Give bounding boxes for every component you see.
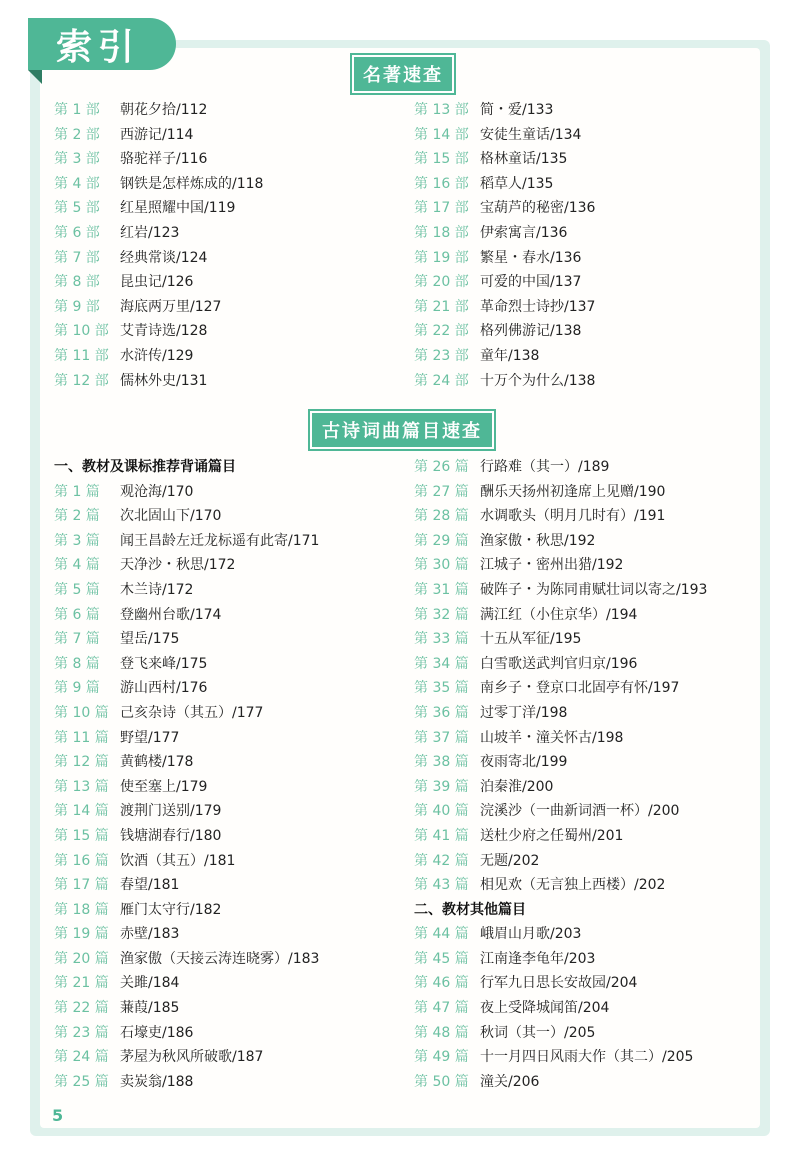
poem-entry	[54, 996, 404, 1021]
entry-number: 第 13 篇	[54, 778, 109, 795]
entry-title: 闻王昌龄左迁龙标遥有此寄/171	[120, 532, 320, 549]
entry-number: 第 23 篇	[54, 1024, 109, 1041]
classic-entry	[54, 147, 384, 172]
classic-entry	[414, 369, 754, 394]
entry-number: 第 16 部	[414, 175, 469, 192]
entry-number: 第 6 部	[54, 224, 100, 241]
entry-number: 第 35 篇	[414, 680, 469, 697]
poem-entry	[54, 627, 404, 652]
entry-title: 破阵子・为陈同甫赋壮词以寄之/193	[480, 581, 708, 598]
index-tab-title: 索引	[28, 18, 176, 70]
entry-number: 第 13 部	[414, 102, 469, 118]
tab-fold-decoration	[28, 70, 42, 84]
entry-title: 送杜少府之任蜀州/201	[480, 827, 624, 844]
classic-entry	[414, 98, 754, 123]
entry-title: 关雎/184	[120, 975, 180, 992]
entry-number: 第 24 篇	[54, 1049, 109, 1066]
poem-entry	[414, 947, 764, 972]
entry-number: 第 2 篇	[54, 508, 100, 525]
entry-number: 第 29 篇	[414, 532, 469, 549]
entry-number: 第 27 篇	[414, 483, 469, 500]
poem-entry	[414, 971, 764, 996]
entry-number: 第 22 篇	[54, 1000, 109, 1017]
classic-entry	[414, 246, 754, 271]
entry-title: 黄鹤楼/178	[120, 754, 194, 771]
poem-entry	[414, 996, 764, 1021]
poem-entry	[54, 676, 404, 701]
section-title-classics: 名著速查	[352, 55, 454, 93]
entry-number: 第 31 篇	[414, 581, 469, 598]
entry-number: 第 20 部	[414, 274, 469, 291]
entry-title: 宝葫芦的秘密/136	[480, 200, 596, 217]
classic-entry	[54, 196, 384, 221]
entry-number: 第 17 部	[414, 200, 469, 217]
entry-title: 野望/177	[120, 729, 180, 746]
poem-entry	[54, 701, 404, 726]
entry-number: 第 7 篇	[54, 631, 100, 648]
entry-number: 第 18 篇	[54, 901, 109, 918]
entry-number: 第 28 篇	[414, 508, 469, 525]
entry-number: 第 3 部	[54, 151, 100, 168]
classic-entry	[414, 270, 754, 295]
entry-number: 第 9 部	[54, 298, 100, 315]
entry-number: 第 8 部	[54, 274, 100, 291]
entry-title: 西游记/114	[120, 126, 194, 143]
poem-entry	[414, 1045, 764, 1070]
entry-number: 第 7 部	[54, 249, 100, 266]
entry-title: 望岳/175	[120, 631, 180, 648]
entry-title: 江城子・密州出猎/192	[480, 557, 624, 574]
entry-number: 第 32 篇	[414, 606, 469, 623]
poem-entry	[54, 578, 404, 603]
entry-title: 夜上受降城闻笛/204	[480, 1000, 610, 1017]
poem-entry	[414, 578, 764, 603]
poem-entry	[414, 873, 764, 898]
entry-number: 第 6 篇	[54, 606, 100, 623]
entry-title: 江南逢李龟年/203	[480, 950, 596, 967]
entry-number: 第 47 篇	[414, 1000, 469, 1017]
entry-title: 使至塞上/179	[120, 778, 208, 795]
entry-number: 第 21 部	[414, 298, 469, 315]
poem-entry	[54, 1045, 404, 1070]
poem-entry	[414, 750, 764, 775]
entry-title: 次北固山下/170	[120, 508, 222, 525]
classic-entry	[414, 344, 754, 369]
entry-title: 夜雨寄北/199	[480, 754, 568, 771]
entry-number: 第 15 篇	[54, 827, 109, 844]
entry-title: 钢铁是怎样炼成的/118	[120, 175, 264, 192]
entry-title: 相见欢（无言独上西楼）/202	[480, 877, 666, 894]
entry-title: 水调歌头（明月几时有）/191	[480, 508, 666, 525]
classic-entry	[414, 319, 754, 344]
entry-title: 饮酒（其五）/181	[120, 852, 236, 869]
poem-entry	[54, 750, 404, 775]
entry-title: 过零丁洋/198	[480, 704, 568, 721]
entry-title: 十万个为什么/138	[480, 372, 596, 389]
classic-entry	[414, 147, 754, 172]
entry-number: 第 4 部	[54, 175, 100, 192]
entry-title: 己亥杂诗（其五）/177	[120, 704, 264, 721]
entry-title: 格列佛游记/138	[480, 323, 582, 340]
subheading-recommended: 一、教材及课标推荐背诵篇目	[54, 459, 236, 475]
poem-entry	[414, 1021, 764, 1046]
entry-number: 第 8 篇	[54, 655, 100, 672]
poem-entry	[54, 898, 404, 923]
classic-entry	[54, 270, 384, 295]
entry-title: 游山西村/176	[120, 680, 208, 697]
entry-number: 第 19 篇	[54, 926, 109, 943]
poem-entry	[54, 553, 404, 578]
poem-entry	[414, 553, 764, 578]
entry-title: 钱塘湖春行/180	[120, 827, 222, 844]
poem-entry	[414, 726, 764, 751]
poem-entry	[414, 529, 764, 554]
entry-number: 第 44 篇	[414, 926, 469, 943]
entry-number: 第 22 部	[414, 323, 469, 340]
entry-number: 第 14 篇	[54, 803, 109, 820]
entry-title: 伊索寓言/136	[480, 224, 568, 241]
entry-number: 第 42 篇	[414, 852, 469, 869]
classic-entry	[54, 369, 384, 394]
entry-number: 第 2 部	[54, 126, 100, 143]
entry-number: 第 36 篇	[414, 704, 469, 721]
entry-title: 赤壁/183	[120, 926, 180, 943]
entry-title: 登幽州台歌/174	[120, 606, 222, 623]
poem-entry	[54, 603, 404, 628]
entry-number: 第 23 部	[414, 347, 469, 364]
entry-title: 天净沙・秋思/172	[120, 557, 236, 574]
classic-entry	[54, 344, 384, 369]
poem-entry	[54, 922, 404, 947]
entry-number: 第 33 篇	[414, 631, 469, 648]
entry-title: 十一月四日风雨大作（其二）/205	[480, 1049, 694, 1066]
entry-title: 红岩/123	[120, 224, 180, 241]
entry-title: 童年/138	[480, 347, 540, 364]
entry-title: 卖炭翁/188	[120, 1073, 194, 1090]
entry-number: 第 18 部	[414, 224, 469, 241]
entry-title: 红星照耀中国/119	[120, 200, 236, 217]
entry-title: 行军九日思长安故园/204	[480, 975, 638, 992]
entry-number: 第 3 篇	[54, 532, 100, 549]
entry-title: 观沧海/170	[120, 483, 194, 500]
entry-number: 第 5 部	[54, 200, 100, 217]
entry-number: 第 48 篇	[414, 1024, 469, 1041]
entry-title: 渔家傲（天接云涛连晓雾）/183	[120, 950, 320, 967]
poem-entry	[54, 652, 404, 677]
entry-number: 第 43 篇	[414, 877, 469, 894]
entry-number: 第 11 部	[54, 347, 109, 364]
entry-title: 无题/202	[480, 852, 540, 869]
entry-number: 第 12 部	[54, 372, 109, 389]
entry-title: 儒林外史/131	[120, 372, 208, 389]
poem-entry	[54, 726, 404, 751]
entry-number: 第 1 部	[54, 102, 100, 118]
classic-entry	[414, 221, 754, 246]
entry-number: 第 9 篇	[54, 680, 100, 697]
entry-title: 艾青诗选/128	[120, 323, 208, 340]
entry-title: 安徒生童话/134	[480, 126, 582, 143]
entry-number: 第 5 篇	[54, 581, 100, 598]
poem-entry	[54, 1021, 404, 1046]
entry-title: 秋词（其一）/205	[480, 1024, 596, 1041]
entry-title: 峨眉山月歌/203	[480, 926, 582, 943]
classic-entry	[414, 295, 754, 320]
entry-title: 木兰诗/172	[120, 581, 194, 598]
poem-entry	[414, 701, 764, 726]
poem-entry	[414, 652, 764, 677]
entry-title: 蒹葭/185	[120, 1000, 180, 1017]
classic-entry	[54, 123, 384, 148]
entry-title: 山坡羊・潼关怀古/198	[480, 729, 624, 746]
entry-number: 第 50 篇	[414, 1073, 469, 1090]
entry-number: 第 34 篇	[414, 655, 469, 672]
entry-number: 第 11 篇	[54, 729, 109, 746]
poem-entry	[54, 799, 404, 824]
entry-title: 茅屋为秋风所破歌/187	[120, 1049, 264, 1066]
entry-number: 第 12 篇	[54, 754, 109, 771]
poem-entry	[414, 627, 764, 652]
poem-entry	[54, 849, 404, 874]
entry-title: 经典常谈/124	[120, 249, 208, 266]
entry-title: 潼关/206	[480, 1073, 540, 1090]
poem-entry	[414, 455, 764, 480]
poem-entry	[54, 504, 404, 529]
poem-entry	[414, 504, 764, 529]
entry-title: 浣溪沙（一曲新词酒一杯）/200	[480, 803, 680, 820]
entry-title: 行路难（其一）/189	[480, 459, 610, 475]
entry-title: 白雪歌送武判官归京/196	[480, 655, 638, 672]
poem-entry	[414, 922, 764, 947]
entry-number: 第 17 篇	[54, 877, 109, 894]
entry-title: 可爱的中国/137	[480, 274, 582, 291]
entry-title: 水浒传/129	[120, 347, 194, 364]
entry-title: 十五从军征/195	[480, 631, 582, 648]
entry-number: 第 21 篇	[54, 975, 109, 992]
entry-title: 朝花夕拾/112	[120, 102, 208, 118]
poem-entry	[414, 603, 764, 628]
entry-title: 骆驼祥子/116	[120, 151, 208, 168]
subheading-other: 二、教材其他篇目	[414, 901, 526, 918]
poem-entry	[414, 1070, 764, 1095]
classic-entry	[414, 172, 754, 197]
poetry-column-left	[54, 455, 404, 1094]
classic-entry	[54, 295, 384, 320]
entry-title: 稻草人/135	[480, 175, 554, 192]
entry-title: 南乡子・登京口北固亭有怀/197	[480, 680, 680, 697]
entry-title: 雁门太守行/182	[120, 901, 222, 918]
entry-number: 第 10 篇	[54, 704, 109, 721]
poem-entry	[414, 824, 764, 849]
entry-number: 第 37 篇	[414, 729, 469, 746]
entry-number: 第 15 部	[414, 151, 469, 168]
entry-number: 第 16 篇	[54, 852, 109, 869]
entry-title: 满江红（小住京华）/194	[480, 606, 638, 623]
poem-entry	[414, 849, 764, 874]
poem-entry	[54, 947, 404, 972]
entry-number: 第 41 篇	[414, 827, 469, 844]
poetry-column-right	[414, 455, 764, 1094]
poem-entry	[54, 971, 404, 996]
poem-entry	[414, 799, 764, 824]
classics-list-right	[414, 98, 754, 393]
entry-title: 海底两万里/127	[120, 298, 222, 315]
entry-title: 简・爱/133	[480, 102, 554, 118]
classic-entry	[54, 246, 384, 271]
entry-number: 第 49 篇	[414, 1049, 469, 1066]
classic-entry	[414, 123, 754, 148]
poem-entry	[414, 676, 764, 701]
entry-number: 第 46 篇	[414, 975, 469, 992]
entry-title: 登飞来峰/175	[120, 655, 208, 672]
poem-entry	[414, 775, 764, 800]
classic-entry	[54, 98, 384, 123]
entry-number: 第 30 篇	[414, 557, 469, 574]
classic-entry	[54, 319, 384, 344]
entry-number: 第 26 篇	[414, 459, 469, 475]
entry-number: 第 1 篇	[54, 483, 100, 500]
classics-list-left	[54, 98, 384, 393]
poem-entry	[54, 824, 404, 849]
entry-title: 繁星・春水/136	[480, 249, 582, 266]
classic-entry	[54, 221, 384, 246]
entry-number: 第 20 篇	[54, 950, 109, 967]
entry-title: 泊秦淮/200	[480, 778, 554, 795]
entry-title: 昆虫记/126	[120, 274, 194, 291]
entry-number: 第 39 篇	[414, 778, 469, 795]
entry-number: 第 14 部	[414, 126, 469, 143]
entry-number: 第 38 篇	[414, 754, 469, 771]
poem-entry	[414, 480, 764, 505]
entry-number: 第 45 篇	[414, 950, 469, 967]
poem-entry	[54, 873, 404, 898]
entry-title: 格林童话/135	[480, 151, 568, 168]
entry-title: 石壕吏/186	[120, 1024, 194, 1041]
poem-entry	[54, 480, 404, 505]
entry-number: 第 4 篇	[54, 557, 100, 574]
entry-title: 渔家傲・秋思/192	[480, 532, 596, 549]
classic-entry	[414, 196, 754, 221]
page-number: 5	[52, 1106, 64, 1125]
entry-number: 第 19 部	[414, 249, 469, 266]
entry-number: 第 10 部	[54, 323, 109, 340]
poem-entry	[54, 529, 404, 554]
entry-title: 渡荆门送别/179	[120, 803, 222, 820]
poem-entry	[54, 1070, 404, 1095]
classic-entry	[54, 172, 384, 197]
entry-title: 革命烈士诗抄/137	[480, 298, 596, 315]
poem-entry	[54, 775, 404, 800]
entry-number: 第 24 部	[414, 372, 469, 389]
section-title-poetry: 古诗词曲篇目速查	[310, 411, 494, 449]
entry-title: 酬乐天扬州初逢席上见赠/190	[480, 483, 666, 500]
entry-number: 第 40 篇	[414, 803, 469, 820]
entry-title: 春望/181	[120, 877, 180, 894]
entry-number: 第 25 篇	[54, 1073, 109, 1090]
